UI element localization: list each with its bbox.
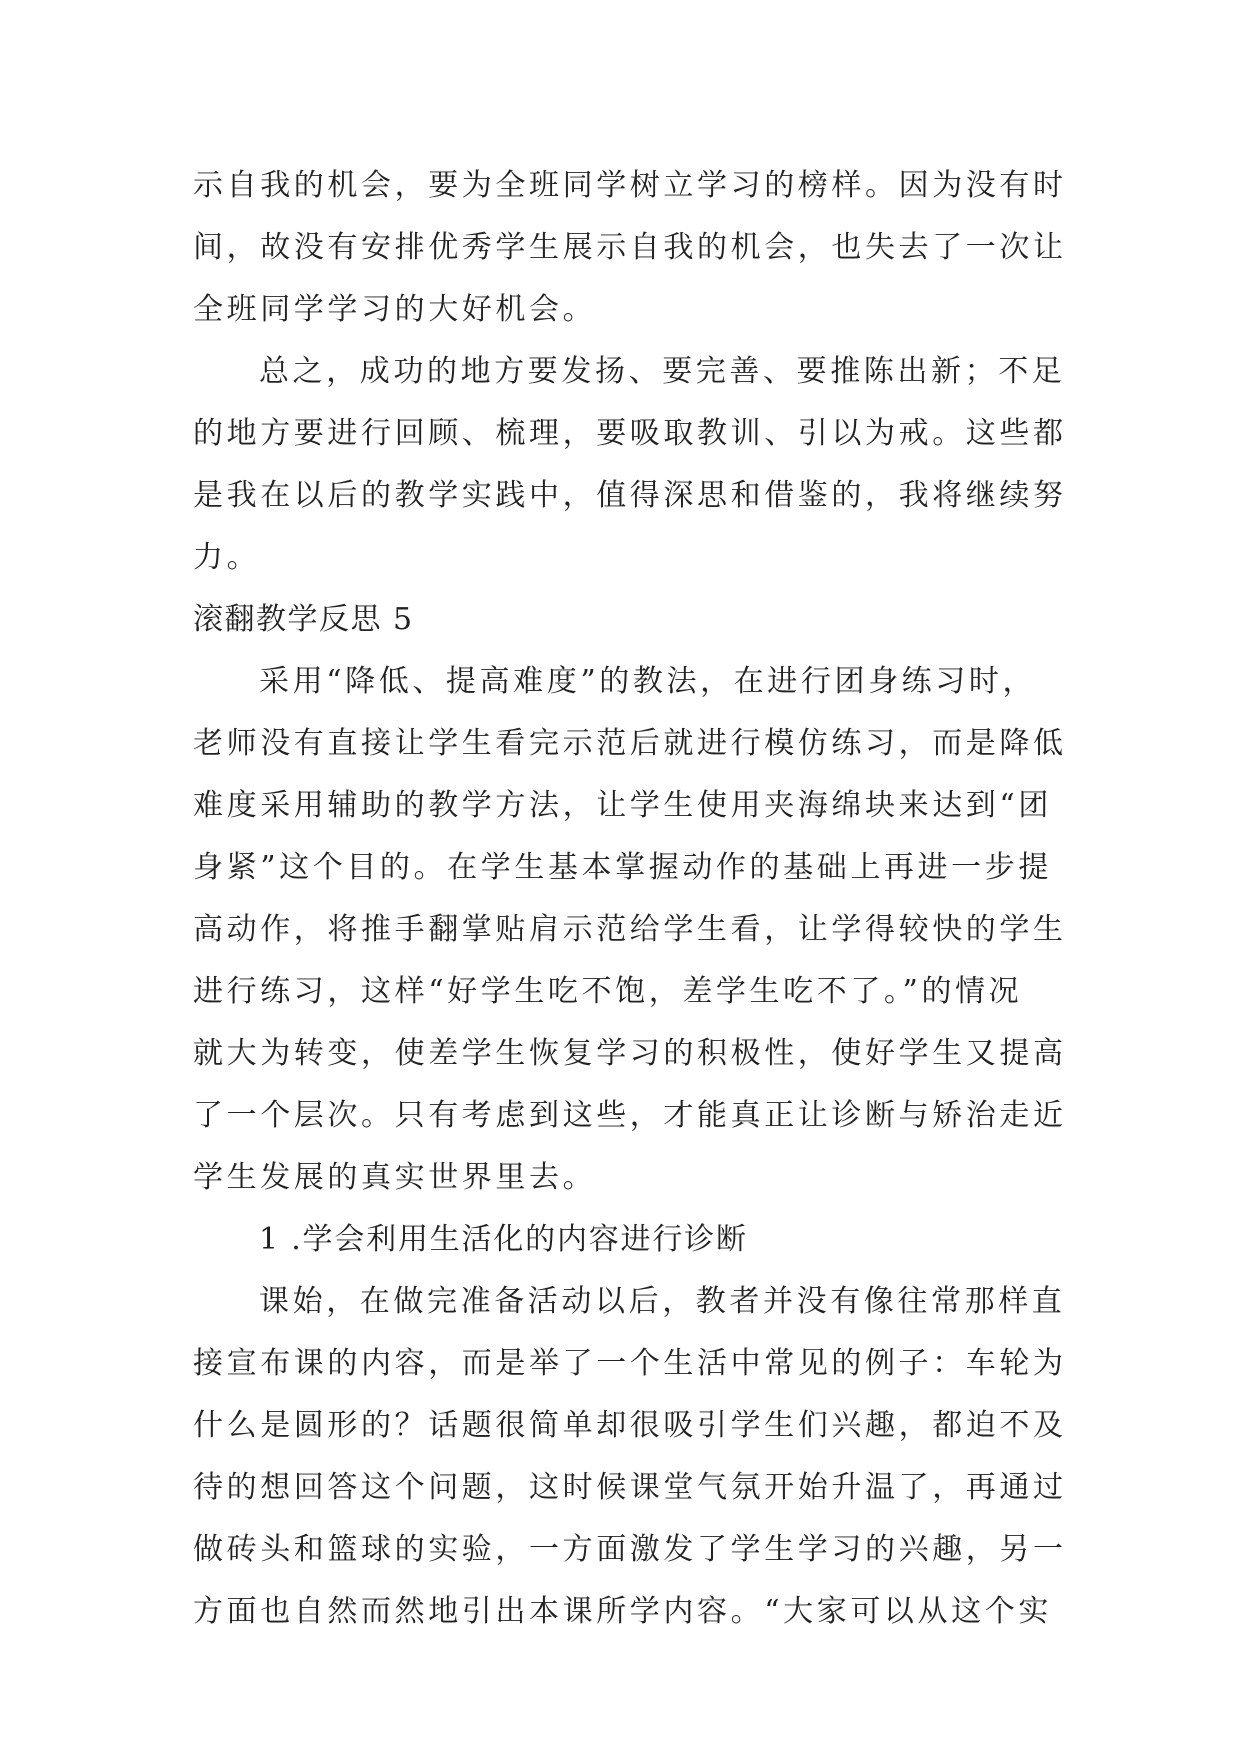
text-line: 示自我的机会，要为全班同学树立学习的榜样。因为没有时 — [193, 168, 1067, 203]
text-line: 进行练习，这样“好学生吃不饱，差学生吃不了。”的情况 — [193, 974, 1023, 1009]
text-line: 方面也自然而然地引出本课所学内容。“大家可以从这个实 — [193, 1594, 1052, 1629]
text-line: 接宣布课的内容，而是举了一个生活中常见的例子：车轮为 — [193, 1346, 1067, 1381]
text-line: 学生发展的真实世界里去。 — [193, 1160, 597, 1195]
text-line: 是我在以后的教学实践中，值得深思和借鉴的，我将继续努 — [193, 478, 1067, 513]
text-line: 了一个层次。只有考虑到这些，才能真正让诊断与矫治走近 — [193, 1098, 1067, 1133]
numbered-subheading: 1 .学会利用生活化的内容进行诊断 — [259, 1222, 748, 1257]
text-line: 采用“降低、提高难度”的教法，在进行团身练习时， — [259, 664, 1037, 699]
text-line: 间，故没有安排优秀学生展示自我的机会，也失去了一次让 — [193, 230, 1067, 265]
section-heading: 滚翻教学反思 5 — [193, 602, 414, 637]
text-line: 力。 — [193, 540, 261, 575]
text-line: 做砖头和篮球的实验，一方面激发了学生学习的兴趣，另一 — [193, 1532, 1067, 1567]
text-line: 全班同学学习的大好机会。 — [193, 292, 597, 327]
text-line: 待的想回答这个问题，这时候课堂气氛开始升温了，再通过 — [193, 1470, 1067, 1505]
text-line: 高动作，将推手翻掌贴肩示范给学生看，让学得较快的学生 — [193, 912, 1067, 947]
text-line: 身紧”这个目的。在学生基本掌握动作的基础上再进一步提 — [193, 850, 1052, 885]
document-body — [193, 155, 1067, 1643]
text-line: 总之，成功的地方要发扬、要完善、要推陈出新；不足 — [259, 354, 1066, 389]
text-line: 的地方要进行回顾、梳理，要吸取教训、引以为戒。这些都 — [193, 416, 1067, 451]
text-line: 课始，在做完准备活动以后，教者并没有像往常那样直 — [259, 1284, 1066, 1319]
text-line: 什么是圆形的？话题很简单却很吸引学生们兴趣，都迫不及 — [193, 1408, 1067, 1443]
text-line: 老师没有直接让学生看完示范后就进行模仿练习，而是降低 — [193, 726, 1067, 761]
text-line: 难度采用辅助的教学方法，让学生使用夹海绵块来达到“团 — [193, 788, 1052, 823]
text-line: 就大为转变，使差学生恢复学习的积极性，使好学生又提高 — [193, 1036, 1067, 1071]
